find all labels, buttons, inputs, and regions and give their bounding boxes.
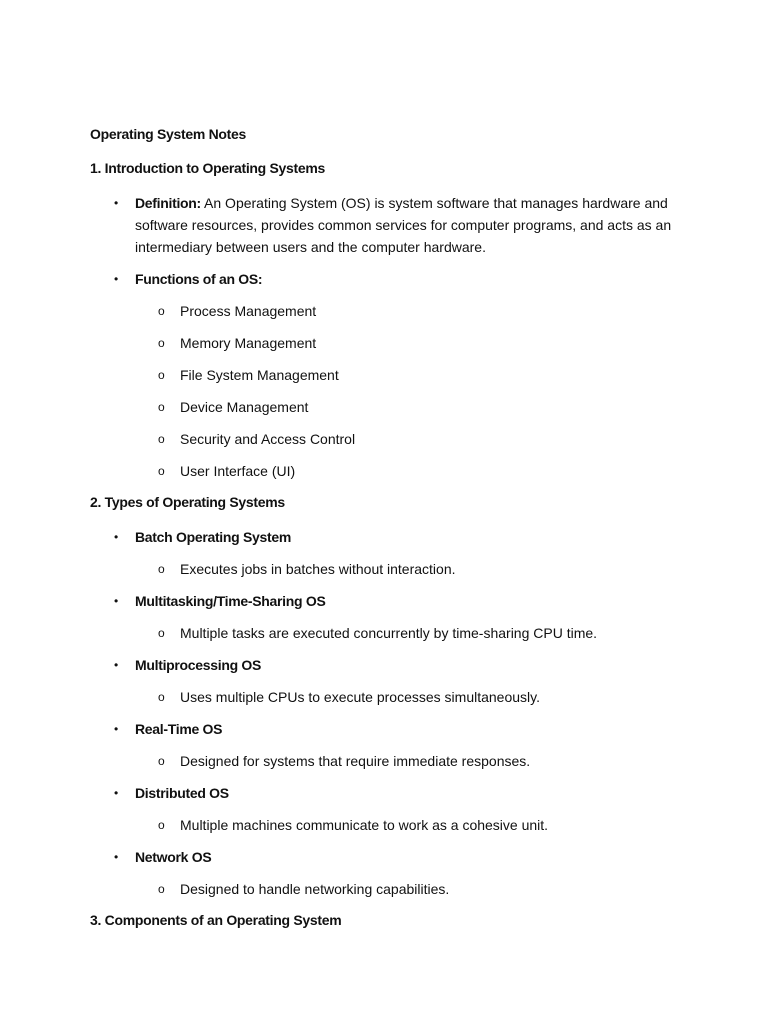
function-item [90,396,680,418]
sub-bullet-icon: o [158,464,165,478]
os-type-desc: Uses multiple CPUs to execute processes simultaneously. [180,689,541,705]
os-type-name: Multiprocessing OS [135,657,262,673]
os-type-desc: Multiple machines communicate to work as a cohesive unit. [180,817,549,833]
function-item [90,460,680,482]
section-heading-types: 2. Types of Operating Systems [90,494,285,510]
section-heading-introduction: 1. Introduction to Operating Systems [90,160,326,176]
bullet-icon: • [114,786,119,800]
function-label: Process Management [180,303,317,319]
sub-bullet-icon: o [158,368,165,382]
os-type-name: Distributed OS [135,785,229,801]
os-type-item [90,782,680,804]
os-type-item [90,718,680,740]
sub-bullet-icon: o [158,690,165,704]
sub-bullet-icon: o [158,818,165,832]
sub-bullet-icon: o [158,304,165,318]
os-type-item [90,846,680,868]
function-label: Security and Access Control [180,431,356,447]
bullet-icon: • [114,272,119,286]
functions-label: Functions of an OS: [135,271,263,287]
os-type-name: Real-Time OS [135,721,223,737]
os-type-desc-item [90,686,680,708]
function-label: User Interface (UI) [180,463,296,479]
os-type-desc: Multiple tasks are executed concurrently by time-sharing CPU time. [180,625,598,641]
function-item [90,428,680,450]
os-type-desc-item [90,622,680,644]
sub-bullet-icon: o [158,432,165,446]
os-type-desc: Executes jobs in batches without interaction. [180,561,456,577]
function-item [90,300,680,322]
functions-item [90,268,680,290]
os-type-desc-item [90,878,680,900]
bullet-icon: • [114,530,119,544]
os-type-desc: Designed to handle networking capabilities. [180,881,450,897]
bullet-icon: • [114,850,119,864]
sub-bullet-icon: o [158,882,165,896]
document-title: Operating System Notes [90,126,246,142]
function-label: File System Management [180,367,339,383]
function-label: Memory Management [180,335,317,351]
function-item [90,364,680,386]
os-type-desc-item [90,558,680,580]
sub-bullet-icon: o [158,336,165,350]
document-body [90,124,680,944]
os-type-desc: Designed for systems that require immediate responses. [180,753,531,769]
function-item [90,332,680,354]
os-type-name: Network OS [135,849,212,865]
definition-text: An Operating System (OS) is system software that manages hardware and software resources, provides common services for computer programs, and acts as an intermediary between users and the computer hardware. [135,195,672,255]
sub-bullet-icon: o [158,626,165,640]
sub-bullet-icon: o [158,754,165,768]
sub-bullet-icon: o [158,562,165,576]
bullet-icon: • [114,722,119,736]
os-type-name: Multitasking/Time-Sharing OS [135,593,326,609]
bullet-icon: • [114,196,119,210]
os-type-desc-item [90,750,680,772]
os-type-item [90,590,680,612]
function-label: Device Management [180,399,309,415]
sub-bullet-icon: o [158,400,165,414]
os-type-desc-item [90,814,680,836]
bullet-icon: • [114,658,119,672]
section-heading-components: 3. Components of an Operating System [90,912,342,928]
definition-item [90,192,680,258]
os-type-item [90,526,680,548]
os-type-name: Batch Operating System [135,529,291,545]
definition-label: Definition: [135,195,201,211]
os-type-item [90,654,680,676]
bullet-icon: • [114,594,119,608]
